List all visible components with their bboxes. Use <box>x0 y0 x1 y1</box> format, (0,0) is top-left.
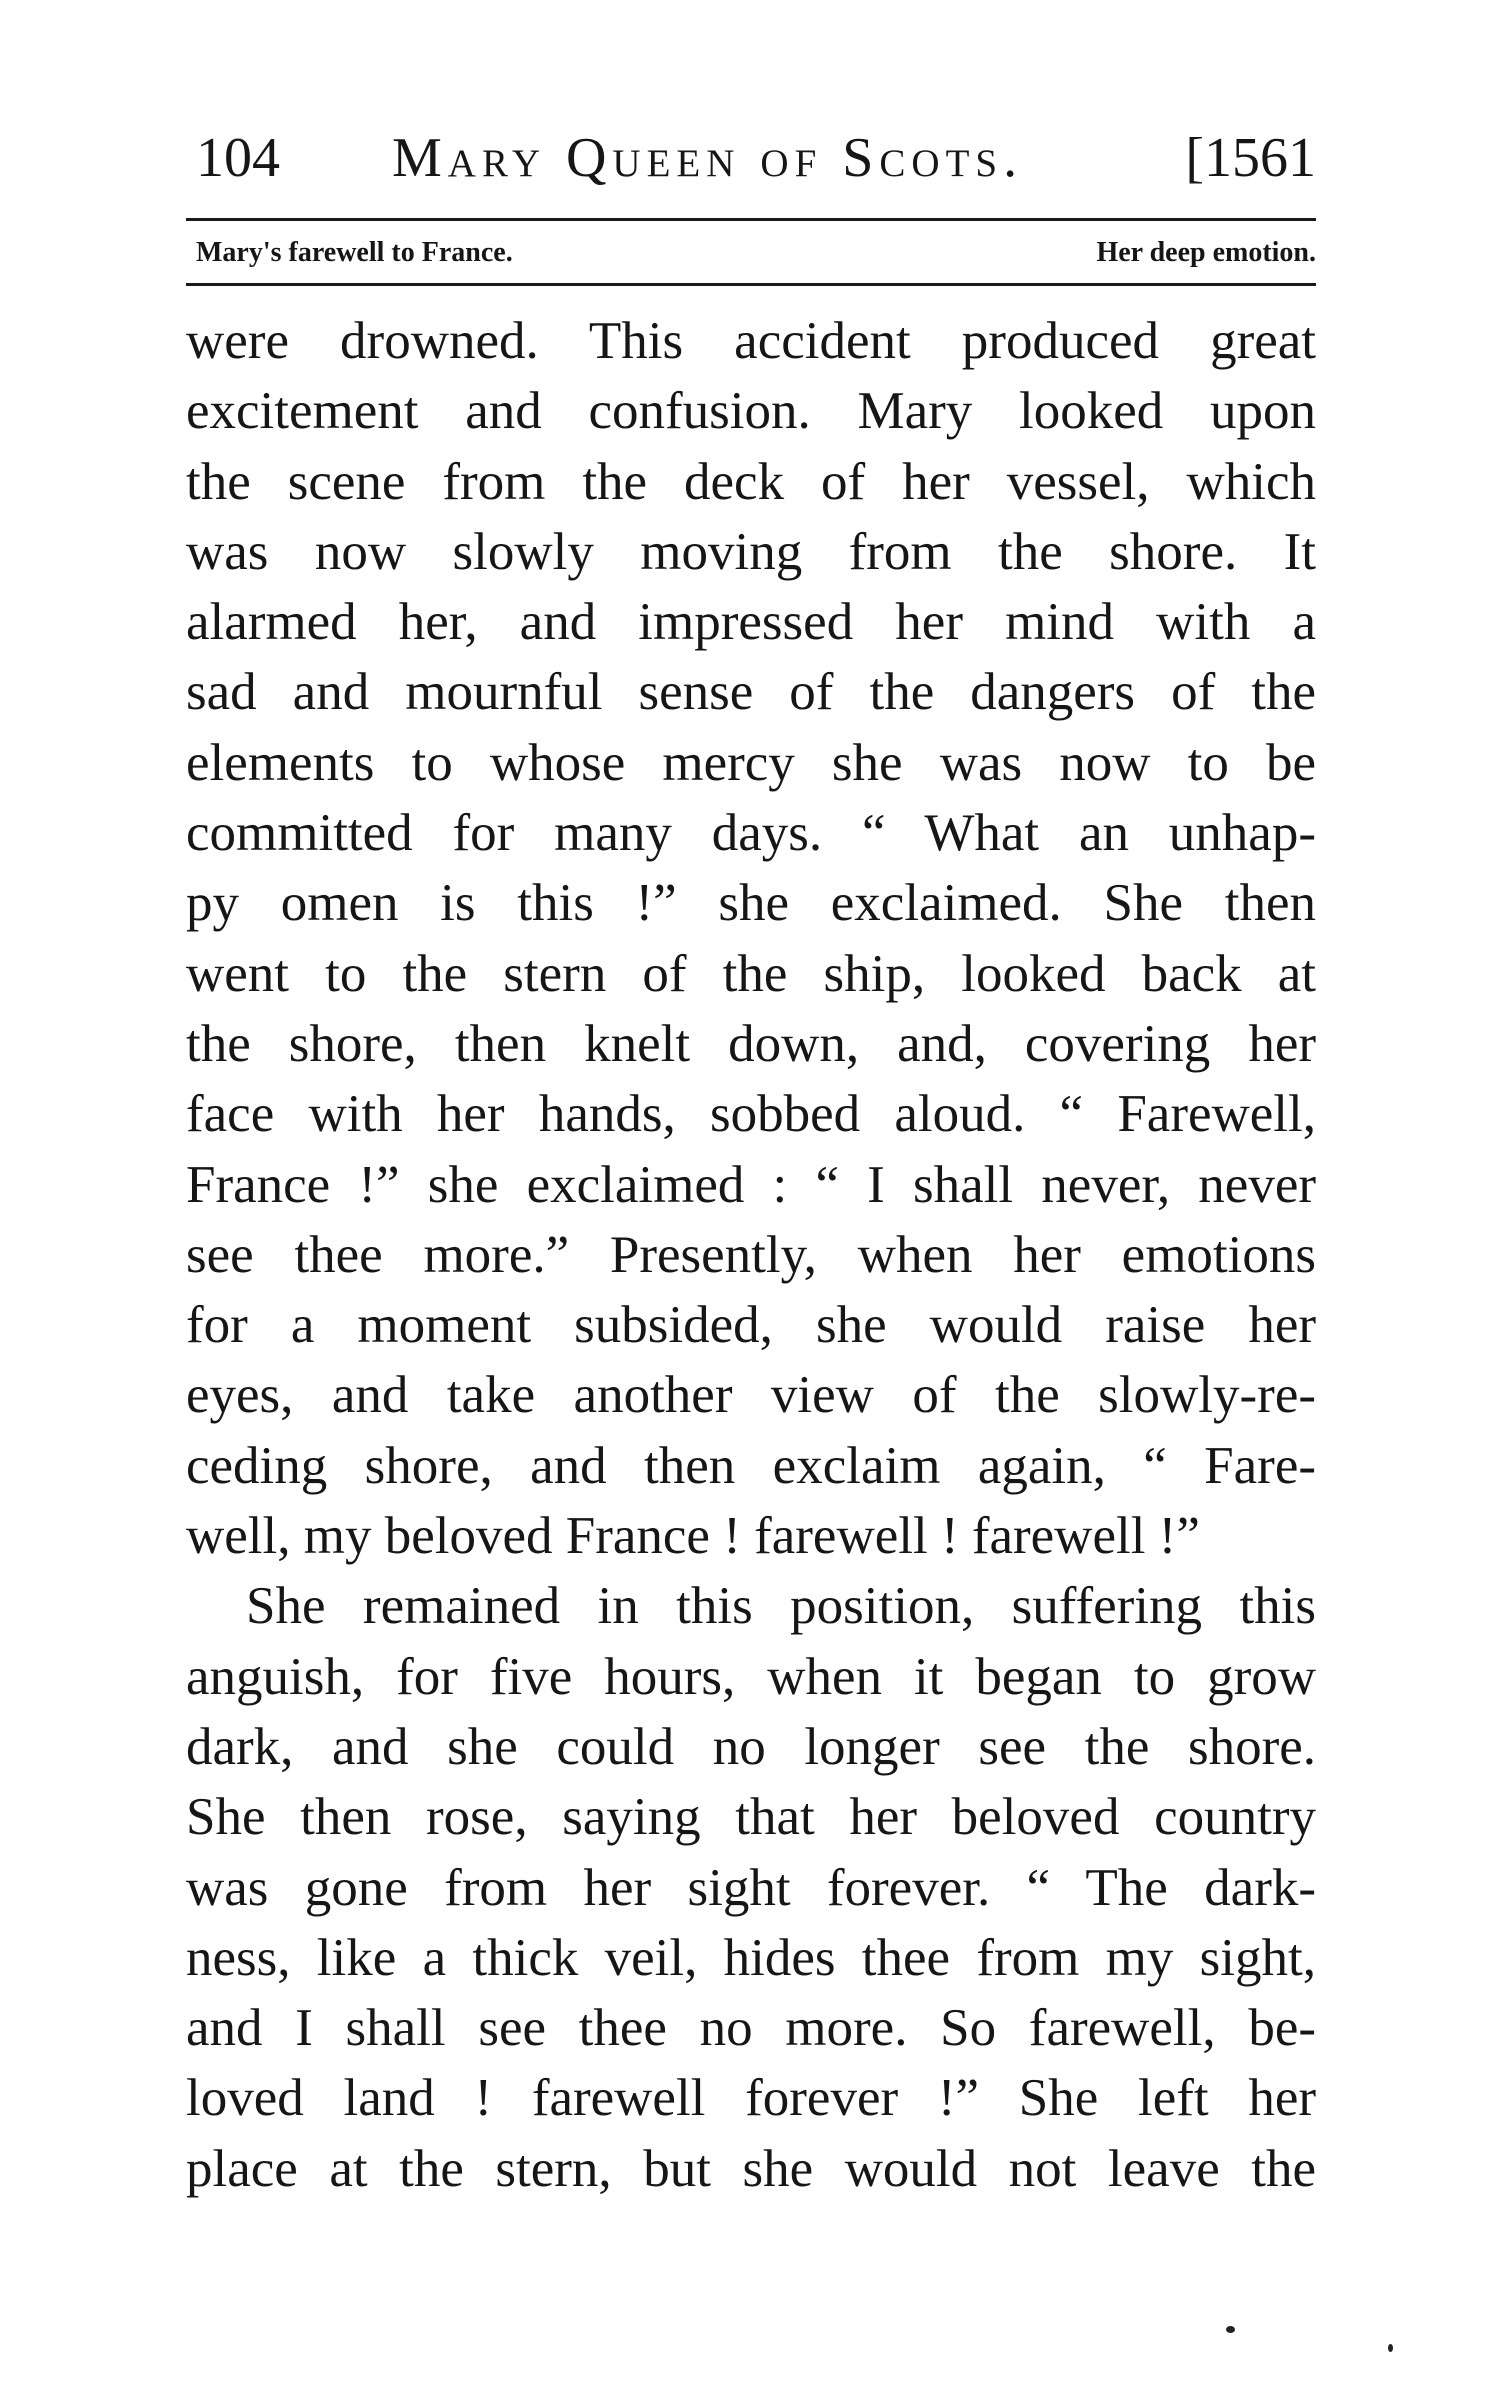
subheader <box>186 228 1316 278</box>
header-rule-top <box>186 218 1316 221</box>
text-line: py omen is this !” she exclaimed. She then <box>186 874 1316 933</box>
text-line: eyes, and take another view of the slowly-re- <box>186 1366 1316 1425</box>
text-line: loved land ! farewell forever !” She left her <box>186 2069 1316 2128</box>
subheader-left: Mary's farewell to France. <box>196 237 513 268</box>
text-line: excitement and confusion. Mary looked upon <box>186 382 1316 441</box>
text-line: She then rose, saying that her beloved country <box>186 1788 1316 1847</box>
text-line: alarmed her, and impressed her mind with a <box>186 593 1316 652</box>
text-line: see thee more.” Presently, when her emotions <box>186 1225 1316 1284</box>
text-line: ceding shore, and then exclaim again, “ Fare- <box>186 1436 1316 1495</box>
text-line: face with her hands, sobbed aloud. “ Farewell, <box>186 1085 1316 1144</box>
ink-speck <box>1226 2326 1235 2333</box>
text-line: anguish, for five hours, when it began to grow <box>186 1647 1316 1706</box>
text-line: She remained in this position, suffering this <box>246 1577 1316 1636</box>
text-line: were drowned. This accident produced great <box>186 312 1316 370</box>
text-line: dark, and she could no longer see the shore. <box>186 1717 1316 1776</box>
text-line: France !” she exclaimed : “ I shall never, never <box>186 1155 1316 1214</box>
subheader-right: Her deep emotion. <box>1096 237 1316 268</box>
text-line: for a moment subsided, she would raise her <box>186 1296 1316 1355</box>
text-line: ness, like a thick veil, hides thee from my sight, <box>186 1928 1316 1987</box>
text-line: sad and mournful sense of the dangers of the <box>186 663 1316 722</box>
text-line: went to the stern of the ship, looked back at <box>186 944 1316 1003</box>
text-line: elements to whose mercy she was now to be <box>186 733 1316 792</box>
page-number: 104 <box>196 127 280 189</box>
book-title: Mary Queen of Scots. <box>392 127 1024 189</box>
text-line: the shore, then knelt down, and, covering her <box>186 1014 1316 1073</box>
ink-speck <box>1388 2344 1393 2352</box>
text-line: well, my beloved France ! farewell ! farewell !” <box>186 1507 1200 1566</box>
year-marker: [1561 <box>1185 127 1316 189</box>
header-rule-bottom <box>186 283 1316 286</box>
text-line: committed for many days. “ What an unhap- <box>186 804 1316 863</box>
text-line: was gone from her sight forever. “ The dark- <box>186 1858 1316 1917</box>
text-line: was now slowly moving from the shore. It <box>186 522 1316 581</box>
text-line: the scene from the deck of her vessel, which <box>186 452 1316 511</box>
body-text <box>186 306 1316 2204</box>
text-line: place at the stern, but she would not leave the <box>186 2139 1316 2198</box>
text-line: and I shall see thee no more. So farewell, be- <box>186 1999 1316 2058</box>
running-head <box>196 118 1316 198</box>
